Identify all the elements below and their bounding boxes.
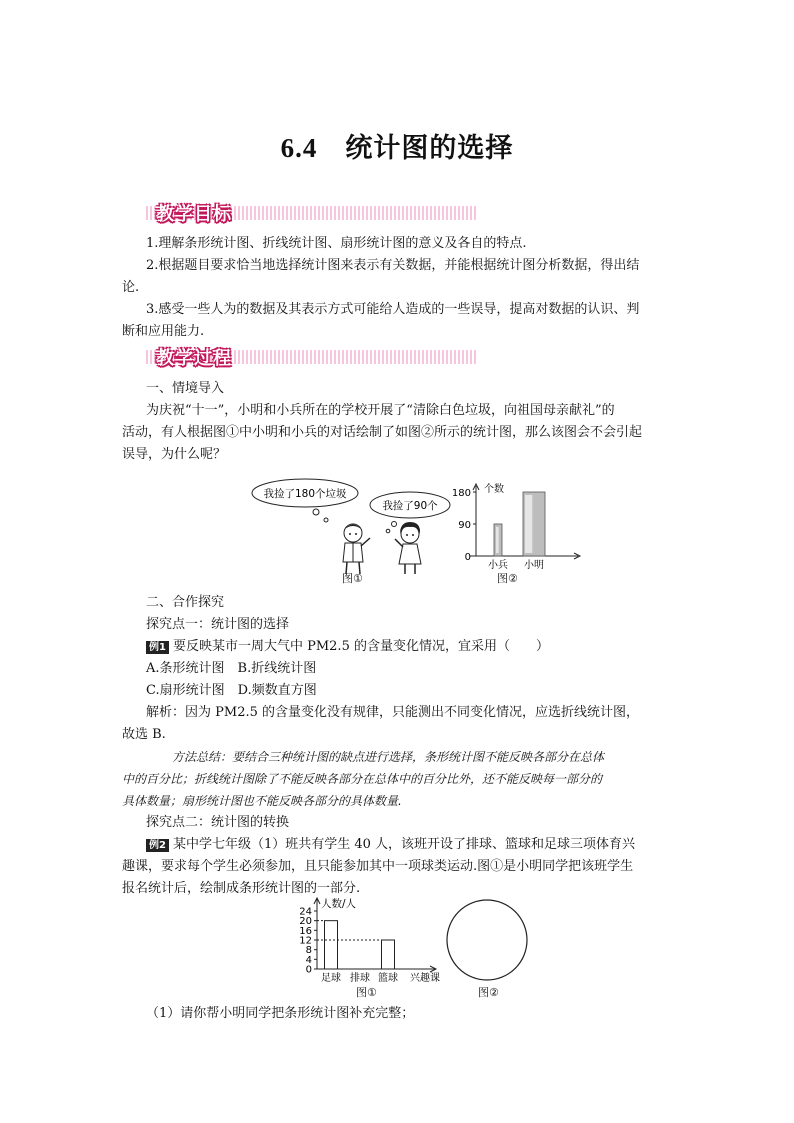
goal-line-2: 2.根据题目要求恰当地选择统计图来表示有关数据，并能根据统计图分析数据，得出结 <box>146 258 640 273</box>
point2-heading: 探究点二：统计图的转换 <box>146 815 290 830</box>
example1-solution-2: 故选 B. <box>122 727 166 742</box>
goal-line-4: 3.感受一些人为的数据及其表示方式可能给人造成的一些误导，提高对数据的认识、判 <box>146 302 640 317</box>
y-tick-label: 0 <box>305 964 312 976</box>
process-banner-label: 教学过程 <box>156 348 232 369</box>
bar <box>382 940 395 969</box>
part1-paragraph-line-3: 误导，为什么呢？ <box>122 447 227 462</box>
bar-highlight <box>525 495 532 553</box>
fig1-caption: 图① <box>342 572 363 585</box>
y-tick-label: 8 <box>305 945 312 957</box>
y-tick-label: 24 <box>299 906 312 918</box>
y-axis-label: 人数/人 <box>321 898 357 910</box>
y-axis-label: 个数 <box>484 484 504 495</box>
part1-paragraph-line-2: 活动，有人根据图①中小明和小兵的对话绘制了如图②所示的统计图，那么该图会不会引起 <box>122 425 643 440</box>
example1-options-2: C.扇形统计图 D.频数直方图 <box>146 683 317 698</box>
part2-heading: 二、合作探究 <box>146 595 225 610</box>
part1-paragraph-line-1: 为庆祝“十一”，小明和小兵所在的学校开展了“清除白色垃圾，向祖国母亲献礼”的 <box>146 403 615 418</box>
point1-heading: 探究点一：统计图的选择 <box>146 617 290 632</box>
y-tick-label: 4 <box>305 954 312 966</box>
example2-badge: 例2 <box>146 839 169 852</box>
example2-line-1 <box>146 834 635 856</box>
section-number: 6.4 <box>280 133 318 163</box>
interest-bar-chart <box>285 895 455 985</box>
fig2-caption: 图② <box>497 572 518 585</box>
example1-badge: 例1 <box>146 641 169 654</box>
y-tick-label: 90 <box>458 520 471 531</box>
empty-pie-chart <box>440 893 540 987</box>
goal-line-3: 论. <box>122 280 140 295</box>
y-tick-label: 12 <box>299 935 312 947</box>
example2-text: 某中学七年级（1）班共有学生 40 人，该班开设了排球、篮球和足球三项体育兴 <box>172 837 636 852</box>
y-tick-label: 16 <box>299 925 312 937</box>
example1-question <box>146 636 549 658</box>
bubble-dot <box>324 518 328 522</box>
y-tick-label: 20 <box>299 916 312 928</box>
girl-icon <box>395 522 421 574</box>
pie-circle <box>447 900 527 980</box>
y-tick-label: 180 <box>451 488 471 499</box>
bubble-1-text: 我捡了180个垃圾 <box>263 488 347 500</box>
example2-question-1: （1）请你帮小明同学把条形统计图补充完整； <box>146 1006 415 1021</box>
part1-heading: 一、情境导入 <box>146 381 225 396</box>
bar <box>325 921 338 969</box>
example1-text: 要反映某市一周大气中 PM2.5 的含量变化情况，宜采用（ ） <box>172 639 549 654</box>
method-summary-1: 方法总结：要结合三种统计图的缺点进行选择，条形统计图不能反映各部分在总体 <box>172 750 605 764</box>
bubble-dot <box>392 522 397 527</box>
example2-fig2-caption: 图② <box>478 986 499 999</box>
goal-line-5: 断和应用能力. <box>122 324 205 339</box>
example2-line-3: 报名统计后，绘制成条形统计图的一部分. <box>122 881 361 896</box>
method-summary-2: 中的百分比；折线统计图除了不能反映各部分在总体中的百分比外，还不能反映每一部分的 <box>122 772 603 786</box>
example2-fig1-caption: 图① <box>356 986 377 999</box>
x-tick-label: 篮球 <box>378 973 398 984</box>
x-tick-label: 足球 <box>321 973 341 984</box>
goals-banner-label: 教学目标 <box>156 204 232 225</box>
bubble-dot <box>386 529 390 533</box>
bubble-2-text: 我捡了90个 <box>382 500 438 512</box>
bubble-dot <box>313 509 319 515</box>
y-tick-label: 0 <box>464 552 471 563</box>
method-summary-3: 具体数量；扇形统计图也不能反映各部分的具体数量. <box>122 794 402 808</box>
x-axis-label: 兴趣课 <box>410 973 440 984</box>
example2-line-2: 趣课，要求每个学生必须参加，且只能参加其中一项球类运动.图①是小明同学把该班学生 <box>122 859 634 874</box>
process-banner <box>146 344 476 370</box>
goals-banner <box>146 200 476 226</box>
x-tick-label: 小明 <box>524 560 544 571</box>
example1-options-1: A.条形统计图 B.折线统计图 <box>146 661 317 676</box>
title-text: 统计图的选择 <box>345 133 514 164</box>
page-title <box>0 126 794 165</box>
x-tick-label: 排球 <box>350 973 370 984</box>
x-tick-label: 小兵 <box>488 560 508 571</box>
example1-solution-1: 解析：因为 PM2.5 的含量变化没有规律，只能测出不同变化情况，应选折线统计图， <box>146 705 639 720</box>
boy-icon <box>343 524 370 574</box>
fig2-bar-chart <box>440 482 590 574</box>
bar-highlight <box>496 527 499 553</box>
goal-line-1: 1.理解条形统计图、折线统计图、扇形统计图的意义及各自的特点. <box>146 236 527 251</box>
